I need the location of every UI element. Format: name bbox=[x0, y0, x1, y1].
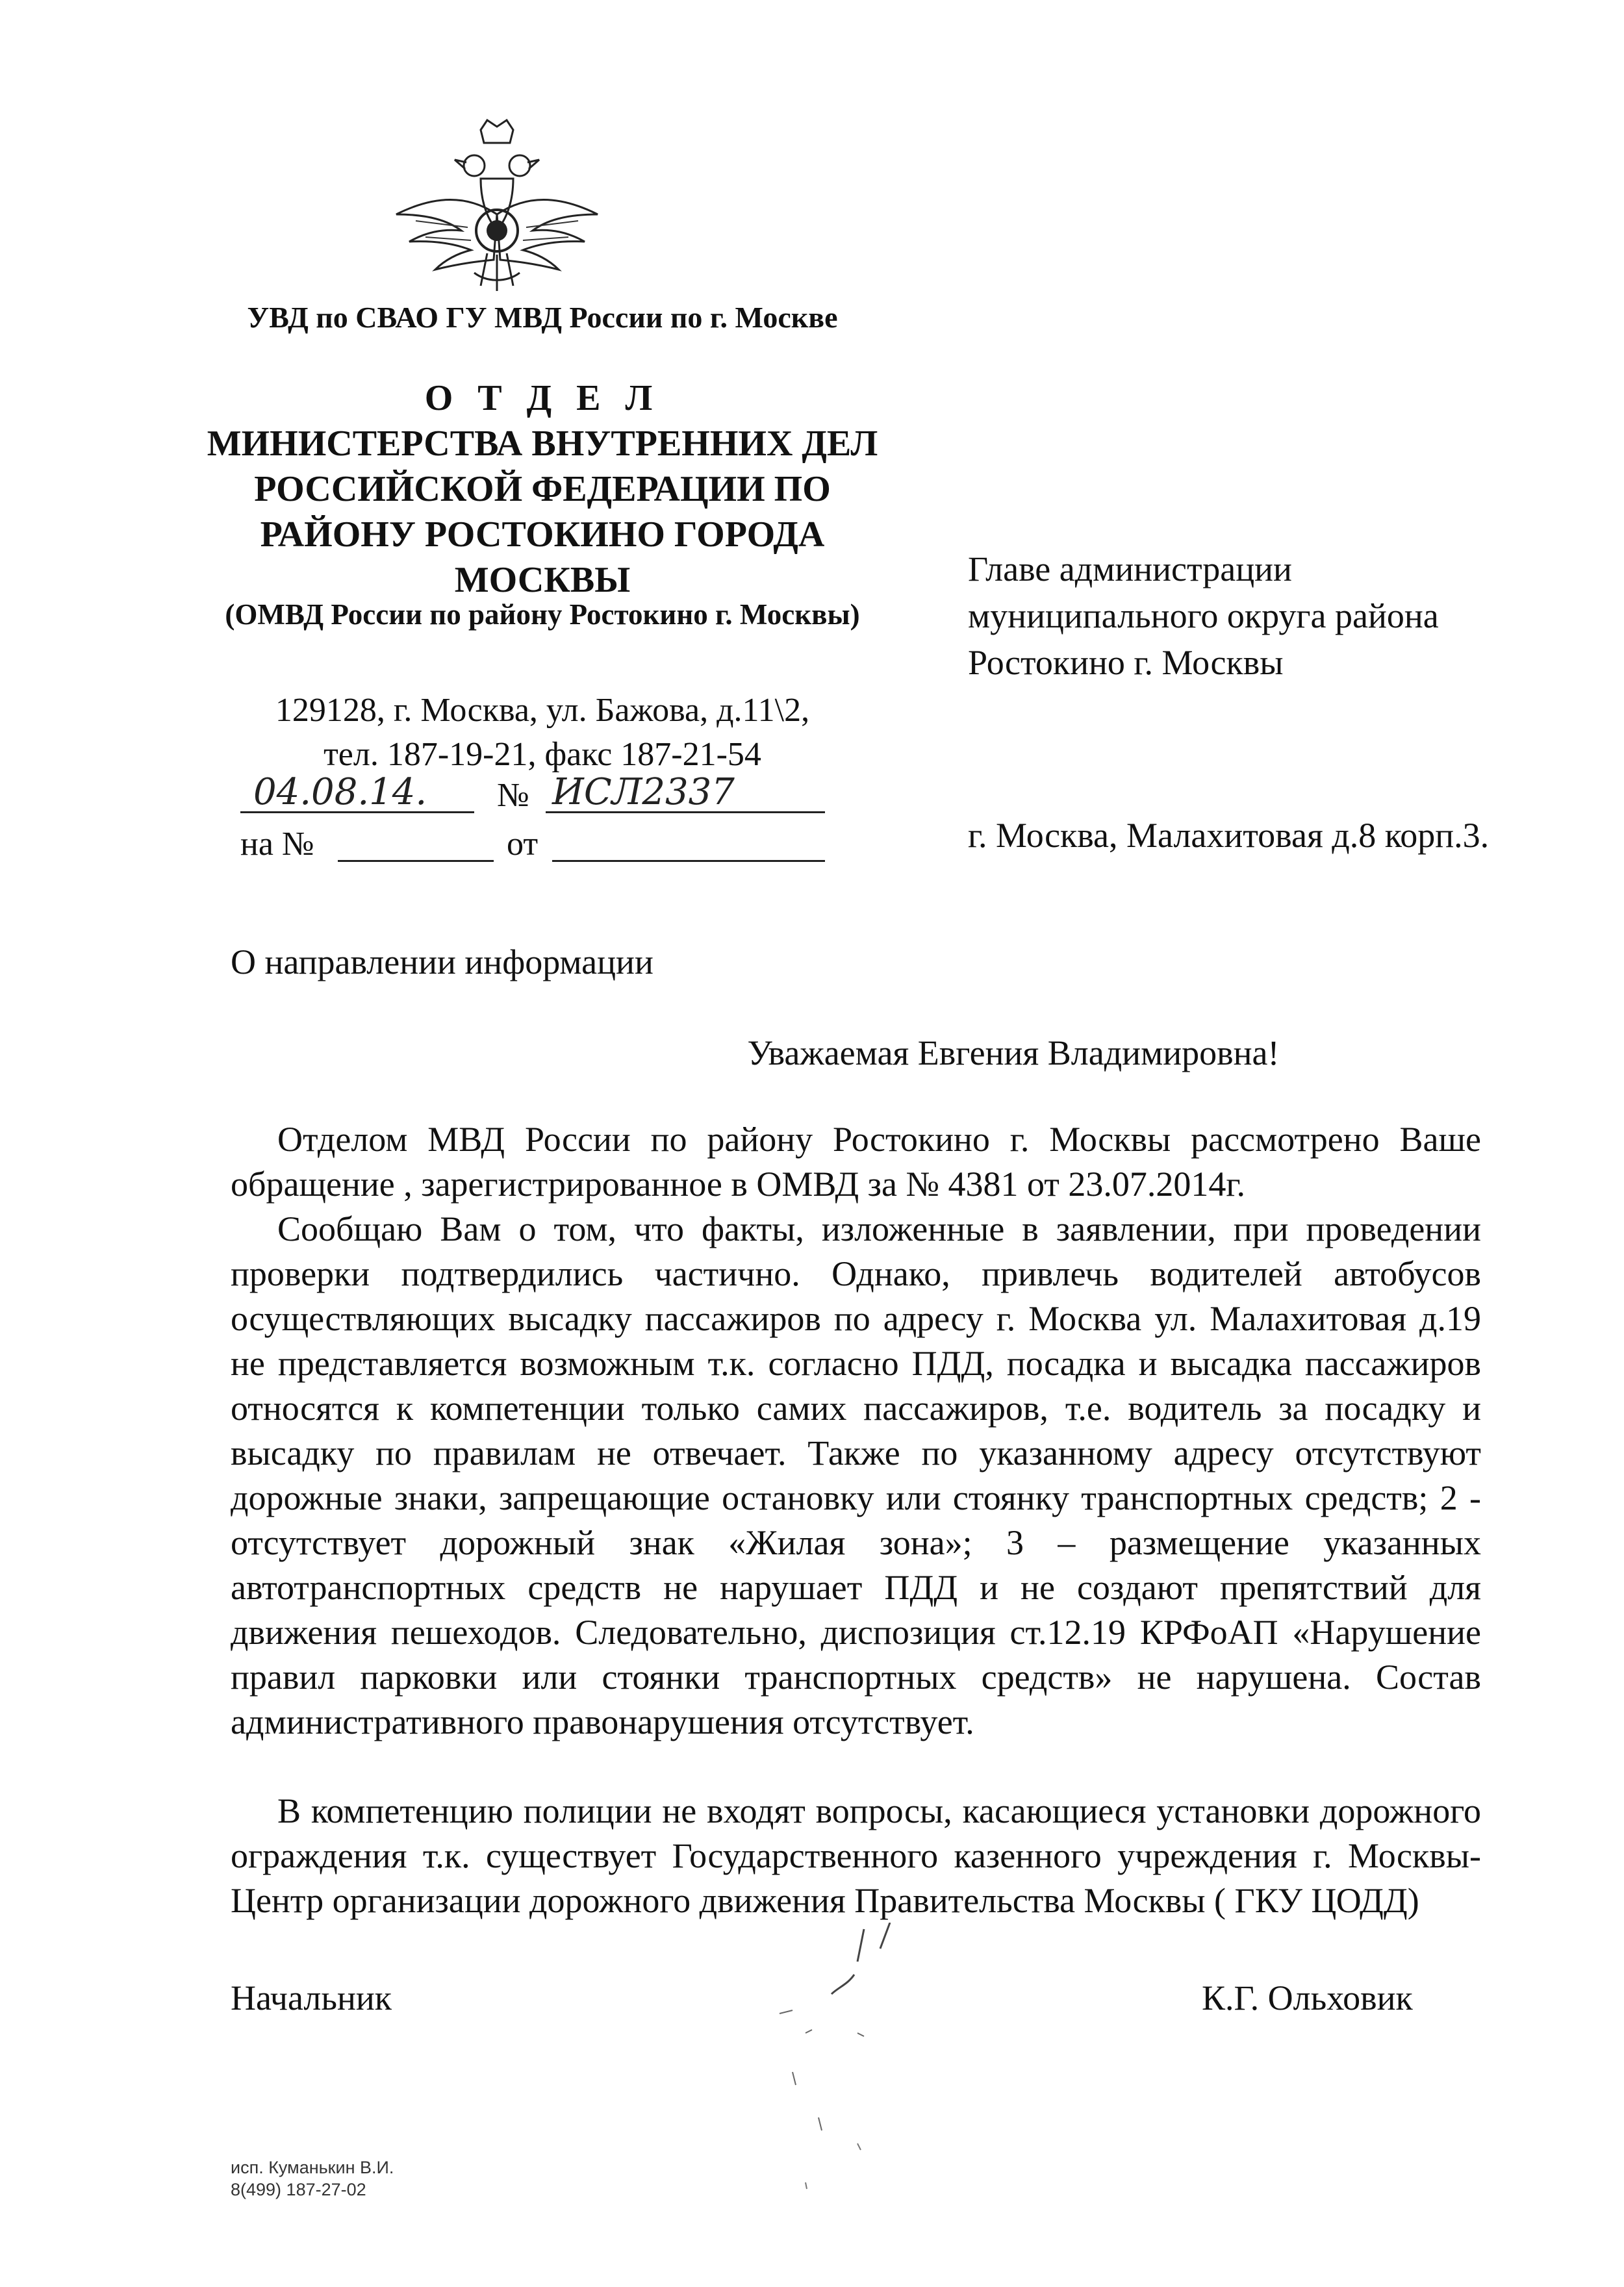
eagle-emblem bbox=[390, 117, 604, 305]
letter-subject: О направлении информации bbox=[231, 942, 653, 981]
addressee-line: Главе администрации bbox=[968, 550, 1292, 588]
executor-phone: 8(499) 187-27-02 bbox=[231, 2180, 366, 2199]
executor-info bbox=[231, 2156, 394, 2201]
signatory-role: Начальник bbox=[231, 1978, 392, 2017]
department-title-line: МИНИСТЕРСТВА ВНУТРЕННИХ ДЕЛ bbox=[207, 423, 878, 464]
body-paragraph-1 bbox=[231, 1117, 1481, 1207]
response-from-label: от bbox=[507, 826, 539, 863]
response-date-underline bbox=[552, 860, 825, 862]
date-underline bbox=[240, 811, 474, 813]
department-title-line: О Т Д Е Л bbox=[424, 378, 661, 418]
department-address: 129128, г. Москва, ул. Бажова, д.11\2, bbox=[275, 692, 810, 729]
body-paragraph-2 bbox=[231, 1207, 1481, 1745]
outgoing-registration bbox=[240, 771, 825, 815]
outgoing-date: 04.08.14. bbox=[253, 771, 427, 813]
paragraph-text: В компетенцию полиции не входят вопросы, касающиеся установки дорожного ограждения т.к. существует Государственного казенного учреждения г. Москвы-Центр организации дорожного движения Правительства Москвы ( ГКУ ЦОДД) bbox=[231, 1791, 1481, 1920]
department-title-line: РОССИЙСКОЙ ФЕДЕРАЦИИ ПО bbox=[254, 469, 831, 509]
body-paragraph-3 bbox=[231, 1789, 1481, 1923]
outgoing-number: ИСЛ2337 bbox=[552, 771, 735, 813]
department-contacts bbox=[130, 689, 955, 777]
salutation bbox=[0, 1033, 1624, 1073]
executor-name: исп. Куманькин В.И. bbox=[231, 2158, 394, 2177]
department-phone: тел. 187-19-21, факс 187-21-54 bbox=[324, 736, 761, 773]
handwritten-signature bbox=[767, 1923, 935, 2195]
response-reference bbox=[240, 825, 825, 864]
addressee bbox=[968, 546, 1579, 686]
response-number-underline bbox=[338, 860, 494, 862]
number-sign: № bbox=[497, 777, 529, 814]
department-title-line: РАЙОНУ РОСТОКИНО ГОРОДА bbox=[260, 514, 825, 555]
paragraph-text: Отделом МВД России по району Ростокино г. Москвы рассмотрено Ваше обращение , зарегистрированное в ОМВД за № 4381 от 23.07.2014г. bbox=[231, 1120, 1481, 1204]
parent-organization: УВД по СВАО ГУ МВД России по г. Москве bbox=[247, 301, 838, 334]
department-short-name: (ОМВД России по району Ростокино г. Москвы) bbox=[225, 598, 860, 631]
department-title bbox=[130, 375, 955, 603]
response-to-label: на № bbox=[240, 826, 314, 863]
number-underline bbox=[546, 811, 825, 813]
addressee-line: муниципального округа района bbox=[968, 596, 1439, 635]
paragraph-text: Сообщаю Вам о том, что факты, изложенные в заявлении, при проведении проверки подтвердились частично. Однако, привлечь водителей автобусов осуществляющих высадку пассажиров по адресу г. Москва ул. Малахитовая д.19 не представляется возможным т.к. согласно ПДД, посадка и высадка пассажиров относятся к компетенции только самих пассажиров, т.е. водитель за посадку и высадку по правилам не отвечает. Также по указанному адресу отсутствуют дорожные знаки, запрещающие остановку или стоянку транспортных средств; 2 - отсутствует дорожный знак «Жилая зона»; 3 – размещение указанных автотранспортных средств не нарушает ПДД и не создают препятствий для движения пешеходов. Следовательно, диспозиция ст.12.19 КРФоАП «Нарушение правил парковки или стоянки транспортных средств» не нарушена. Состав административного правонарушения отсутствует. bbox=[231, 1209, 1481, 1741]
signatory-name: К.Г. Ольховик bbox=[1202, 1978, 1413, 2017]
department-title-line: МОСКВЫ bbox=[454, 560, 631, 600]
salutation-text: Уважаемая Евгения Владимировна! bbox=[747, 1033, 1280, 1072]
addressee-line: Ростокино г. Москвы bbox=[968, 643, 1284, 682]
addressee-address: г. Москва, Малахитовая д.8 корп.3. bbox=[968, 816, 1490, 855]
